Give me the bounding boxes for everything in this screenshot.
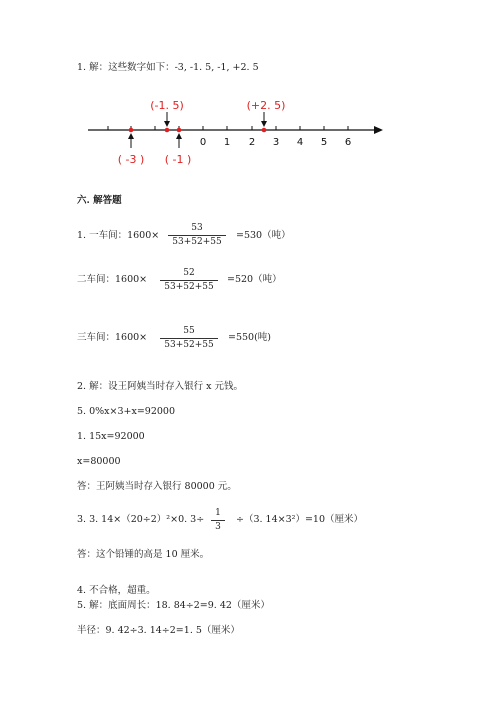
section-title: 六. 解答题 bbox=[77, 195, 122, 206]
fraction-denominator: 53+52+55 bbox=[164, 340, 214, 350]
point-minus-1 bbox=[177, 128, 182, 133]
q3-suffix: ÷（3. 14×3²）=10（厘米） bbox=[236, 514, 363, 525]
workshop2-result: =520（吨） bbox=[227, 274, 282, 285]
workshop1-result: =530（吨） bbox=[236, 230, 291, 241]
label-plus-2-5: (+2. 5) bbox=[246, 99, 286, 112]
q5-line-1: 5. 解：底面周长：18. 84÷2=9. 42（厘米） bbox=[77, 600, 270, 611]
label-minus-1-5: (-1. 5) bbox=[150, 99, 184, 112]
fraction-numerator: 1 bbox=[215, 508, 221, 518]
fraction-numerator: 52 bbox=[183, 268, 195, 278]
label-minus-3: ( -3 ) bbox=[117, 153, 145, 166]
up-arrow-icon bbox=[128, 133, 134, 139]
fraction-bar bbox=[168, 235, 226, 236]
axis-arrow-icon bbox=[374, 126, 383, 134]
label-minus-1: ( -1 ) bbox=[164, 153, 192, 166]
q5-line-2: 半径：9. 42÷3. 14÷2=1. 5（厘米） bbox=[77, 625, 240, 636]
workshop3-prefix: 三车间：1600× bbox=[77, 332, 148, 343]
tick-label-0: 0 bbox=[199, 137, 207, 148]
point-plus-2-5 bbox=[262, 128, 267, 133]
tick-label-5: 5 bbox=[320, 137, 328, 148]
fraction-numerator: 53 bbox=[191, 223, 203, 233]
up-arrow-icon bbox=[176, 133, 182, 139]
fraction-bar bbox=[211, 520, 225, 521]
q2-line-4: x=80000 bbox=[77, 456, 121, 467]
fraction-denominator: 53+52+55 bbox=[172, 237, 222, 247]
workshop1-prefix: 1. 一车间：1600× bbox=[77, 230, 160, 241]
down-arrow-icon bbox=[261, 121, 267, 127]
q3-fraction bbox=[211, 508, 225, 533]
q3-answer: 答：这个铅锤的高是 10 厘米。 bbox=[77, 549, 210, 560]
workshop2-prefix: 二车间：1600× bbox=[77, 274, 148, 285]
tick-label-2: 2 bbox=[248, 137, 256, 148]
tick-label-1: 1 bbox=[223, 137, 231, 148]
point-minus-3 bbox=[129, 128, 134, 133]
tick-label-6: 6 bbox=[344, 137, 352, 148]
workshop3-fraction bbox=[160, 326, 218, 351]
workshop2-fraction bbox=[160, 268, 218, 293]
fraction-denominator: 53+52+55 bbox=[164, 282, 214, 292]
fraction-bar bbox=[160, 338, 218, 339]
tick-label-3: 3 bbox=[272, 137, 280, 148]
fraction-numerator: 55 bbox=[183, 326, 195, 336]
point-minus-1-5 bbox=[165, 128, 170, 133]
q3-prefix: 3. 3. 14×（20÷2）²×0. 3÷ bbox=[77, 514, 205, 525]
workshop1-fraction bbox=[168, 223, 226, 248]
q2-line-3: 1. 15x=92000 bbox=[77, 431, 145, 442]
down-arrow-icon bbox=[164, 121, 170, 127]
q2-line-1: 2. 解：设王阿姨当时存入银行 x 元钱。 bbox=[77, 381, 243, 392]
q2-line-2: 5. 0%x×3+x=92000 bbox=[77, 406, 176, 417]
q1-answer-line: 1. 解：这些数字如下：-3, -1. 5, -1, +2. 5 bbox=[77, 62, 259, 73]
q2-answer: 答：王阿姨当时存入银行 80000 元。 bbox=[77, 481, 237, 492]
fraction-denominator: 3 bbox=[215, 522, 221, 532]
workshop3-result: =550(吨) bbox=[228, 332, 272, 343]
fraction-bar bbox=[160, 280, 218, 281]
tick-label-4: 4 bbox=[296, 137, 304, 148]
q4-line: 4. 不合格，超重。 bbox=[77, 585, 156, 596]
